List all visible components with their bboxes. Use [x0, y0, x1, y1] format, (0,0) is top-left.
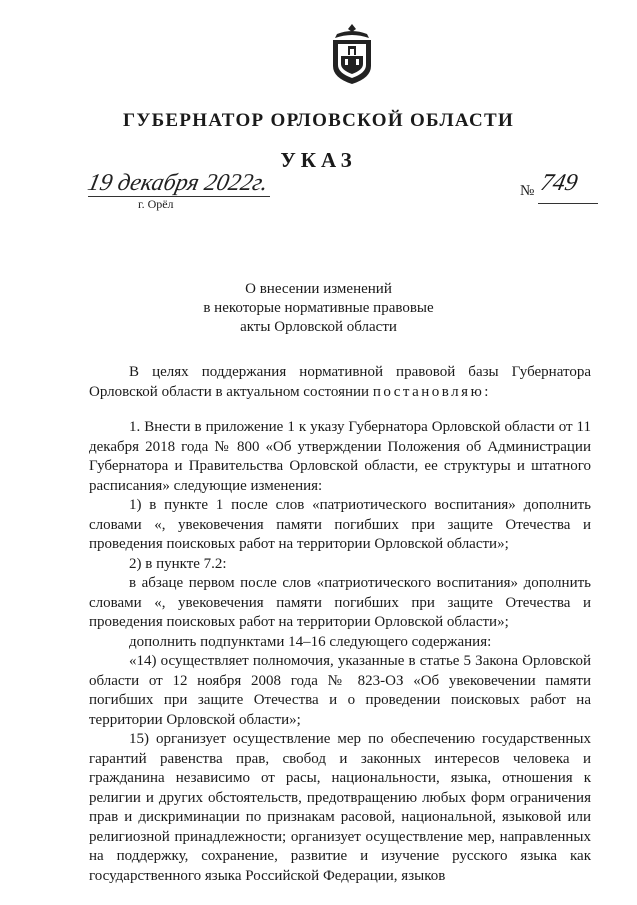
number-label: №	[520, 183, 535, 199]
title-line: в некоторые нормативные правовые	[203, 300, 434, 316]
handwritten-number: 749	[538, 170, 580, 196]
preamble-colon: :	[484, 383, 489, 400]
document-body	[89, 363, 591, 886]
body-paragraph: в абзаце первом после слов «патриотического воспитания» дополнить словами «, увековечения памяти погибших при защите Отечества и проведения поисковых работ на территории Орловской области»;	[89, 575, 591, 630]
preamble-keyword: постановляю	[372, 383, 485, 400]
city-label: г. Орёл	[138, 197, 174, 211]
authority-heading: ГУБЕРНАТОР ОРЛОВСКОЙ ОБЛАСТИ	[122, 110, 515, 131]
date-underline	[88, 196, 270, 197]
preamble-text: В целях поддержания нормативной правовой базы Губернатора Орловской области в актуальном состоянии	[89, 364, 591, 400]
body-paragraph: «14) осуществляет полномочия, указанные в статье 5 Закона Орловской области от 12 ноября 2008 года № 823-ОЗ «Об увековечении памяти погибших при защите Отечества и о проведении поисковых работ на территории Орловской области»;	[89, 653, 591, 728]
body-paragraph: 1. Внести в приложение 1 к указу Губернатора Орловской области от 11 декабря 2018 года № 800 «Об утверждении Положения об Администрации Губернатора и Правительства Орловской области, ее структуры и штатного расписания» следующие изменения:	[89, 419, 591, 494]
body-paragraph: 2) в пункте 7.2:	[129, 555, 227, 572]
body-paragraph: дополнить подпунктами 14–16 следующего содержания:	[129, 633, 492, 650]
document-type-heading: УКАЗ	[280, 148, 357, 172]
preamble-paragraph	[89, 363, 591, 402]
number-underline	[538, 203, 598, 204]
coat-of-arms-emblem	[327, 22, 377, 86]
title-line: О внесении изменений	[245, 281, 392, 297]
title-line: акты Орловской области	[240, 319, 397, 335]
body-paragraph: 1) в пункте 1 после слов «патриотического воспитания» дополнить словами «, увековечения памяти погибших при защите Отечества и проведения поисковых работ на территории Орловской области»;	[89, 497, 591, 552]
handwritten-date: 19 декабря 2022г.	[85, 170, 271, 196]
document-title	[0, 280, 637, 337]
body-paragraph: 15) организует осуществление мер по обеспечению государственных гарантий равенства прав, свобод и законных интересов человека и гражданина независимо от расы, национальности, языка, отношения к религии и других обстоятельств, предотвращению любых форм ограничения прав и дискриминации по признакам расовой, национальной, языковой или религиозной принадлежности; организует осуществление мер, направленных на поддержку, сохранение, развитие и изучение русского языка как государственного языка Российской Федерации, языков	[89, 731, 591, 884]
